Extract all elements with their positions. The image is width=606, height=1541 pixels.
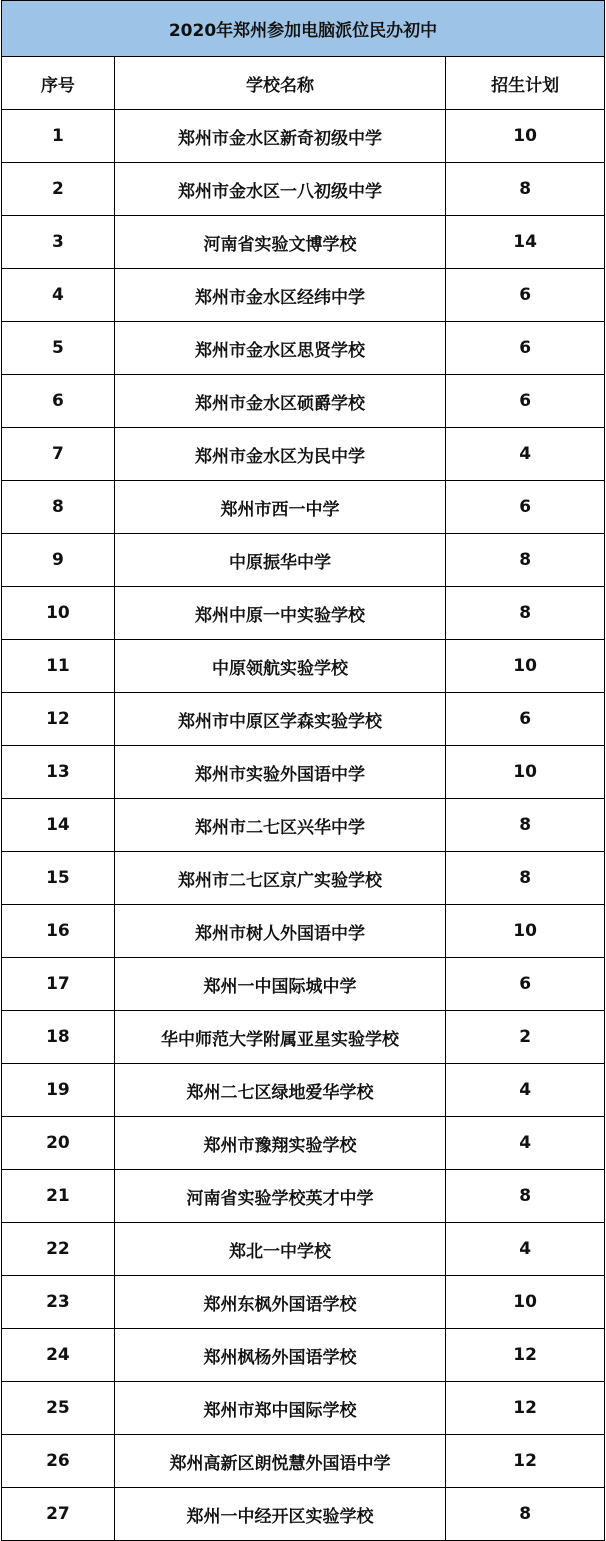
row-enrollment-plan: 8 — [446, 587, 605, 640]
row-index: 9 — [2, 534, 115, 587]
table-row — [2, 852, 605, 905]
row-index: 22 — [2, 1223, 115, 1276]
row-index: 21 — [2, 1170, 115, 1223]
table-row — [2, 958, 605, 1011]
header-enrollment-plan: 招生计划 — [446, 57, 605, 110]
row-enrollment-plan: 8 — [446, 534, 605, 587]
row-school-name: 郑州市二七区兴华中学 — [115, 799, 446, 852]
row-enrollment-plan: 12 — [446, 1382, 605, 1435]
row-school-name: 华中师范大学附属亚星实验学校 — [115, 1011, 446, 1064]
table-row — [2, 1488, 605, 1541]
table-row — [2, 1011, 605, 1064]
table-row — [2, 428, 605, 481]
row-enrollment-plan: 10 — [446, 640, 605, 693]
row-index: 26 — [2, 1435, 115, 1488]
row-enrollment-plan: 10 — [446, 110, 605, 163]
row-school-name: 郑州二七区绿地爱华学校 — [115, 1064, 446, 1117]
row-index: 2 — [2, 163, 115, 216]
row-enrollment-plan: 6 — [446, 269, 605, 322]
row-enrollment-plan: 12 — [446, 1329, 605, 1382]
row-school-name: 郑州市树人外国语中学 — [115, 905, 446, 958]
row-school-name: 郑州一中国际城中学 — [115, 958, 446, 1011]
table-row — [2, 799, 605, 852]
row-index: 12 — [2, 693, 115, 746]
row-enrollment-plan: 4 — [446, 1064, 605, 1117]
table-row — [2, 587, 605, 640]
row-school-name: 中原振华中学 — [115, 534, 446, 587]
table-row — [2, 481, 605, 534]
table-row — [2, 1382, 605, 1435]
row-school-name: 郑州市金水区新奇初级中学 — [115, 110, 446, 163]
table-row — [2, 1117, 605, 1170]
row-school-name: 郑州市西一中学 — [115, 481, 446, 534]
row-school-name: 郑州中原一中实验学校 — [115, 587, 446, 640]
row-school-name: 郑州市二七区京广实验学校 — [115, 852, 446, 905]
table-row — [2, 269, 605, 322]
row-enrollment-plan: 10 — [446, 905, 605, 958]
row-index: 6 — [2, 375, 115, 428]
row-enrollment-plan: 12 — [446, 1435, 605, 1488]
table-row — [2, 216, 605, 269]
row-enrollment-plan: 8 — [446, 1488, 605, 1541]
row-school-name: 郑州市郑中国际学校 — [115, 1382, 446, 1435]
row-enrollment-plan: 4 — [446, 1223, 605, 1276]
table-row — [2, 905, 605, 958]
table-row — [2, 163, 605, 216]
row-index: 23 — [2, 1276, 115, 1329]
row-index: 17 — [2, 958, 115, 1011]
row-school-name: 郑州市金水区思贤学校 — [115, 322, 446, 375]
table-row — [2, 746, 605, 799]
row-index: 14 — [2, 799, 115, 852]
header-index: 序号 — [2, 57, 115, 110]
table-body — [2, 110, 605, 1541]
row-school-name: 郑州高新区朗悦慧外国语中学 — [115, 1435, 446, 1488]
row-enrollment-plan: 2 — [446, 1011, 605, 1064]
row-school-name: 中原领航实验学校 — [115, 640, 446, 693]
row-enrollment-plan: 4 — [446, 428, 605, 481]
row-index: 15 — [2, 852, 115, 905]
row-enrollment-plan: 8 — [446, 852, 605, 905]
row-school-name: 郑州市实验外国语中学 — [115, 746, 446, 799]
row-school-name: 郑州东枫外国语学校 — [115, 1276, 446, 1329]
row-enrollment-plan: 6 — [446, 322, 605, 375]
row-school-name: 河南省实验学校英才中学 — [115, 1170, 446, 1223]
table-row — [2, 322, 605, 375]
row-index: 5 — [2, 322, 115, 375]
row-enrollment-plan: 8 — [446, 799, 605, 852]
header-school-name: 学校名称 — [115, 57, 446, 110]
row-index: 18 — [2, 1011, 115, 1064]
row-enrollment-plan: 8 — [446, 1170, 605, 1223]
table-row — [2, 1276, 605, 1329]
header-row — [2, 57, 605, 110]
table-row — [2, 693, 605, 746]
table-row — [2, 1435, 605, 1488]
table-row — [2, 375, 605, 428]
row-enrollment-plan: 8 — [446, 163, 605, 216]
table-row — [2, 110, 605, 163]
row-school-name: 郑州一中经开区实验学校 — [115, 1488, 446, 1541]
school-table — [1, 0, 605, 1541]
row-enrollment-plan: 6 — [446, 958, 605, 1011]
row-index: 8 — [2, 481, 115, 534]
table-row — [2, 1170, 605, 1223]
row-index: 11 — [2, 640, 115, 693]
row-enrollment-plan: 10 — [446, 1276, 605, 1329]
table-row — [2, 640, 605, 693]
row-school-name: 郑州市金水区为民中学 — [115, 428, 446, 481]
row-index: 7 — [2, 428, 115, 481]
row-index: 10 — [2, 587, 115, 640]
row-school-name: 河南省实验文博学校 — [115, 216, 446, 269]
row-index: 16 — [2, 905, 115, 958]
row-enrollment-plan: 6 — [446, 481, 605, 534]
row-school-name: 郑北一中学校 — [115, 1223, 446, 1276]
row-enrollment-plan: 14 — [446, 216, 605, 269]
row-school-name: 郑州市金水区硕爵学校 — [115, 375, 446, 428]
table-row — [2, 1329, 605, 1382]
row-school-name: 郑州市金水区一八初级中学 — [115, 163, 446, 216]
row-school-name: 郑州市中原区学森实验学校 — [115, 693, 446, 746]
row-index: 13 — [2, 746, 115, 799]
row-school-name: 郑州市金水区经纬中学 — [115, 269, 446, 322]
table-row — [2, 1223, 605, 1276]
row-index: 24 — [2, 1329, 115, 1382]
row-index: 25 — [2, 1382, 115, 1435]
row-enrollment-plan: 10 — [446, 746, 605, 799]
table-row — [2, 1064, 605, 1117]
row-enrollment-plan: 6 — [446, 693, 605, 746]
table-title: 2020年郑州参加电脑派位民办初中 — [2, 1, 605, 57]
row-enrollment-plan: 4 — [446, 1117, 605, 1170]
row-enrollment-plan: 6 — [446, 375, 605, 428]
row-index: 19 — [2, 1064, 115, 1117]
row-school-name: 郑州市豫翔实验学校 — [115, 1117, 446, 1170]
row-index: 27 — [2, 1488, 115, 1541]
row-index: 20 — [2, 1117, 115, 1170]
row-index: 1 — [2, 110, 115, 163]
row-index: 4 — [2, 269, 115, 322]
table-row — [2, 534, 605, 587]
row-school-name: 郑州枫杨外国语学校 — [115, 1329, 446, 1382]
row-index: 3 — [2, 216, 115, 269]
